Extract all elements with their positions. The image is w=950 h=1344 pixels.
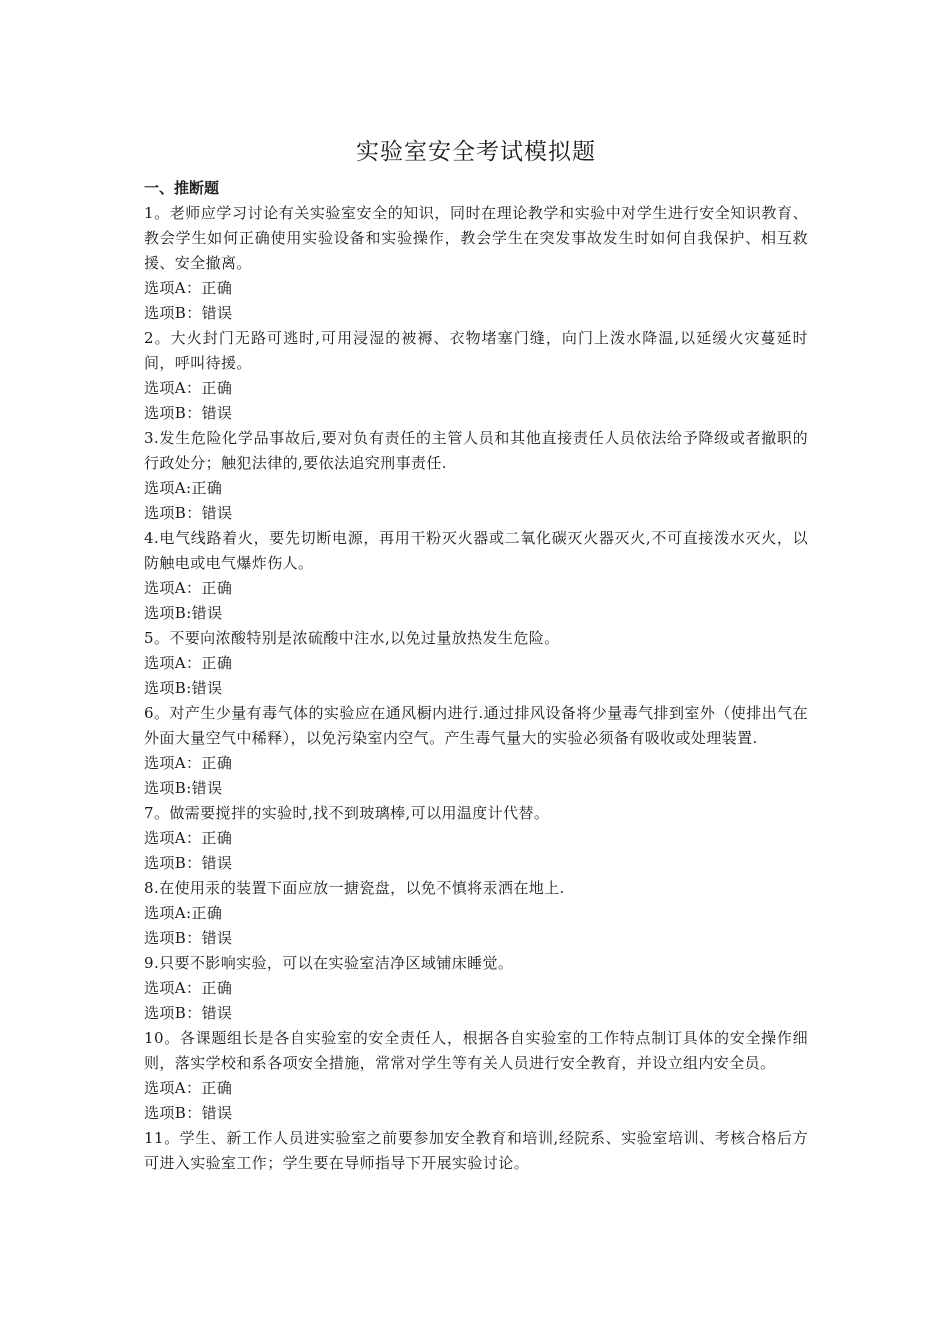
question-text: 7。做需要搅拌的实验时,找不到玻璃棒,可以用温度计代替。 bbox=[144, 804, 550, 822]
option-a: 选项A：正确 bbox=[144, 379, 233, 397]
option-b: 选项B:错误 bbox=[144, 779, 223, 797]
question-text: 5。不要向浓酸特别是浓硫酸中注水,以免过量放热发生危险。 bbox=[144, 629, 560, 647]
option-b: 选项B：错误 bbox=[144, 404, 233, 422]
question-5 bbox=[144, 626, 808, 701]
question-text: 10。各课题组长是各自实验室的安全责任人，根据各自实验室的工作特点制订具体的安全操作细则，落实学校和系各项安全措施，常常对学生等有关人员进行安全教育，并设立组内安全员。 bbox=[144, 1029, 808, 1072]
question-text: 1。老师应学习讨论有关实验室安全的知识，同时在理论教学和实验中对学生进行安全知识教育、教会学生如何正确使用实验设备和实验操作，教会学生在突发事故发生时如何自我保护、相互救援、安全撤离。 bbox=[144, 204, 808, 272]
option-b: 选项B：错误 bbox=[144, 854, 233, 872]
document-page bbox=[144, 132, 808, 1176]
section-heading: 一、推断题 bbox=[144, 179, 220, 197]
question-text: 4.电气线路着火，要先切断电源，再用干粉灭火器或二氧化碳灭火器灭火,不可直接泼水灭火，以防触电或电气爆炸伤人。 bbox=[144, 529, 808, 572]
question-3 bbox=[144, 426, 808, 526]
option-a: 选项A：正确 bbox=[144, 279, 233, 297]
option-a: 选项A：正确 bbox=[144, 754, 233, 772]
option-b: 选项B：错误 bbox=[144, 504, 233, 522]
option-a: 选项A:正确 bbox=[144, 904, 223, 922]
question-9 bbox=[144, 951, 808, 1026]
question-10 bbox=[144, 1026, 808, 1126]
question-4 bbox=[144, 526, 808, 626]
question-text: 11。学生、新工作人员进实验室之前要参加安全教育和培训,经院系、实验室培训、考核合格后方可进入实验室工作；学生要在导师指导下开展实验讨论。 bbox=[144, 1129, 808, 1172]
option-b: 选项B：错误 bbox=[144, 929, 233, 947]
question-text: 3.发生危险化学品事故后,要对负有责任的主管人员和其他直接责任人员依法给予降级或者撤职的行政处分；触犯法律的,要依法追究刑事责任. bbox=[144, 429, 808, 472]
question-7 bbox=[144, 801, 808, 876]
option-a: 选项A：正确 bbox=[144, 654, 233, 672]
question-11 bbox=[144, 1126, 808, 1176]
document-title: 实验室安全考试模拟题 bbox=[356, 139, 596, 165]
option-a: 选项A：正确 bbox=[144, 1079, 233, 1097]
option-a: 选项A:正确 bbox=[144, 479, 223, 497]
question-6 bbox=[144, 701, 808, 801]
question-text: 6。对产生少量有毒气体的实验应在通风橱内进行.通过排风设备将少量毒气排到室外（使排出气在外面大量空气中稀释），以免污染室内空气。产生毒气量大的实验必须备有吸收或处理装置. bbox=[144, 704, 808, 747]
option-b: 选项B：错误 bbox=[144, 1004, 233, 1022]
option-a: 选项A：正确 bbox=[144, 579, 233, 597]
option-a: 选项A：正确 bbox=[144, 829, 233, 847]
option-b: 选项B:错误 bbox=[144, 679, 223, 697]
option-b: 选项B：错误 bbox=[144, 1104, 233, 1122]
question-2 bbox=[144, 326, 808, 426]
option-b: 选项B：错误 bbox=[144, 304, 233, 322]
question-8 bbox=[144, 876, 808, 951]
option-a: 选项A：正确 bbox=[144, 979, 233, 997]
question-text: 9.只要不影响实验，可以在实验室洁净区域铺床睡觉。 bbox=[144, 954, 514, 972]
question-1 bbox=[144, 201, 808, 326]
option-b: 选项B:错误 bbox=[144, 604, 223, 622]
question-text: 8.在使用汞的装置下面应放一搪瓷盘，以免不慎将汞洒在地上. bbox=[144, 879, 565, 897]
question-text: 2。大火封门无路可逃时,可用浸湿的被褥、衣物堵塞门缝，向门上泼水降温,以延缓火灾蔓延时间，呼叫待援。 bbox=[144, 329, 808, 372]
